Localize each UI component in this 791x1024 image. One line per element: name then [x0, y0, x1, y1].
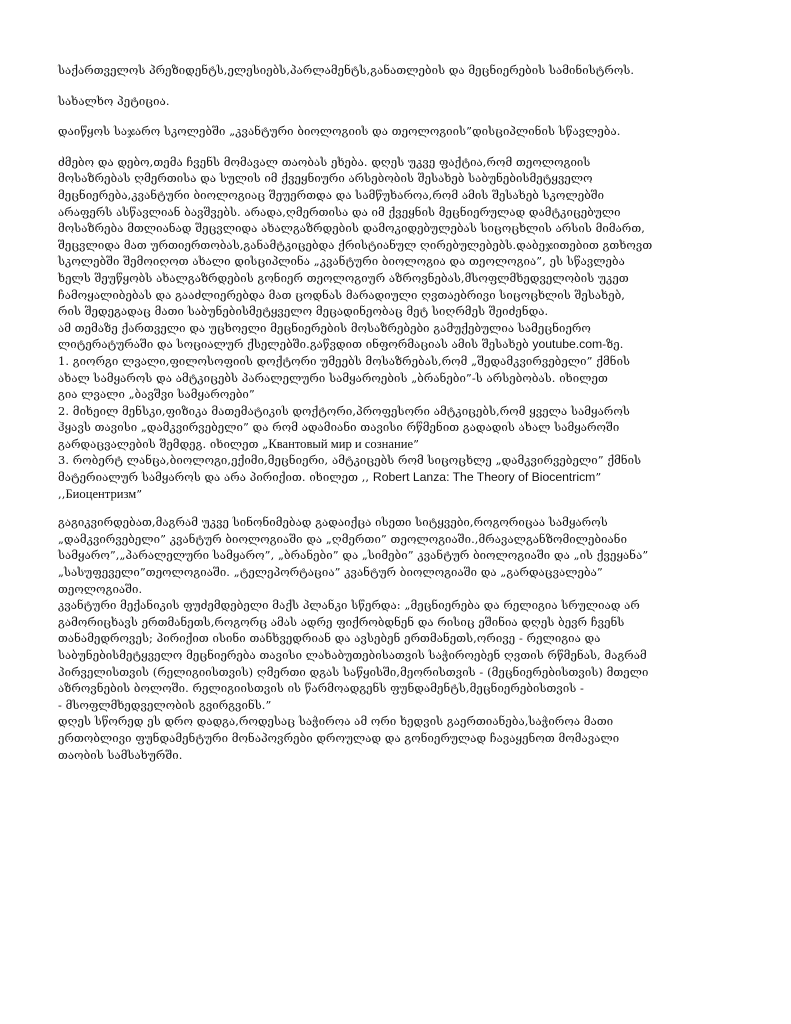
- text-line: ძმებო და დებო,თემა ჩვენს მომავალ თაობას ეხება. დღეს უკვე ფაქტია,რომ თეოლოგიის: [58, 154, 591, 169]
- text-line: თანამედროვეს; პირიქით ისინი თანხვედრიან და ავსებენ ერთმანეთს,ორივე - რელიგია და: [58, 631, 601, 646]
- addressee-line: [58, 62, 758, 79]
- video-title-english: Robert Lanza: The Theory of Biocentricm: [372, 470, 596, 485]
- text-fragment: ”: [413, 436, 419, 451]
- text-line: ახალ სამყაროს და ამტკიცებს პარალელური სამყაროების „ბრანები”-ს არსებობას. იხილეთ: [58, 370, 608, 385]
- source-item-1: 1. გიორგი ლვალი,ფილოსოფიის დოქტორი უმეებს მოსაზრებას,რომ „შედამკვირვებელი” ქმნის: [58, 353, 631, 368]
- text-line: საბუნებისმეტყველო მეცნიერება თავისი ლახაბუთებისათვის საჭიროებენ ღვთის რწმენას, მაგრამ: [58, 648, 647, 662]
- paragraph-intro: [58, 154, 758, 320]
- text-line: არაფერს ასწავლიან ბავშვებს. არადა,ღმერთისა და იმ ქვეყნის მეცნიერულად დამტკიცებული: [58, 204, 621, 219]
- text-line: - მსოფლმხედველობის გვირგვინს.”: [58, 697, 272, 712]
- text-line: კვანტური მექანიკის ფუძემდებელი მაქს პლანკი სწერდა: „მეცნიერება და რელიგია სრულიად არ: [58, 598, 640, 613]
- text-line: [58, 436, 758, 453]
- youtube-link-text: youtube.com: [532, 337, 603, 352]
- text-line: ხელს შეუწყობს ახალგაზრდების გონიერ თეოლოგიურ აზროვნებას,მსოფლმხედველობის უკეთ: [58, 270, 629, 285]
- text-fragment: გარდაცვალების შემდეგ. იხილეთ „: [58, 436, 269, 451]
- text-fragment: -ზე.: [602, 337, 624, 352]
- source-item-2: 2. მიხეილ მენსკი,ფიზიკა მათემატიკის დოქტორი,პროფესორი ამტკიცებს,რომ ყველა სამყაროს: [58, 403, 630, 418]
- text-line: ჩამოყალიბებას და გააძლიერებდა მათ ცოდნას მარადიული ღვთაებრივი სიცოცხლის შესახებ,: [58, 287, 626, 302]
- text-line: ჰყავს თავისი „დამკვირვებელი” და რომ ადამიანი თავისი რწმენით გადადის ახალ სამყაროში: [58, 420, 620, 435]
- video-title-biocentrism: Биоцентризм: [65, 486, 137, 501]
- text-line: თეოლოგიაში.: [58, 581, 143, 596]
- petition-label: [58, 93, 758, 110]
- petition-label-text: სახალხო პეტიცია.: [58, 93, 170, 108]
- text-fragment: ”: [136, 486, 143, 501]
- text-line: პირველისთვის (რელიგიისთვის) ღმერთი დგას საწყისში,მეორისთვის - (მეცნიერებისთვის) მთელი: [58, 664, 649, 679]
- paragraph-synonyms: [58, 514, 758, 597]
- text-line: „სასუფეველი”თეოლოგიაში. „ტელეპორტაცია” კვანტურ ბიოლოგიაში და „გარდაცვალება”: [58, 565, 603, 580]
- text-line: დღეს სწორედ ეს დრო დადგა,როდესაც საჭიროა ამ ორი ხედვის გაერთიანება,საჭიროა მათი: [58, 714, 614, 729]
- text-fragment: ლიტერატურაში და სოციალურ ქსელებში.გაწვდით ინფორმაციას ამის შესახებ: [58, 337, 533, 352]
- text-line: თაობის სამსახურში.: [58, 747, 183, 762]
- source-item-3: 3. რობერტ ლანცა,ბიოლოგი,ექიმი,მეცნიერი, ამტკიცებს რომ სიცოცხლე „დამკვირვებელი” ქმნის: [58, 453, 642, 468]
- petition-document: [58, 62, 758, 763]
- text-line: ამ თემაზე ქართველი და უცხოელი მეცნიერების მოსაზრებები გამუქებულია სამეცნიერო: [58, 320, 591, 335]
- text-line: მოსაზრება მთლიანად შეცვლიდა ახალგაზრდების დამოკიდებულებას სიცოცხლის არსის მიმართ,: [58, 221, 645, 236]
- text-line: სკოლებში შემოიღოთ ახალი დისციპლინა „კვანტური ბიოლოგია და თეოლოგია”, ეს სწავლება: [58, 254, 625, 269]
- text-line: გამორიცხავს ერთმანეთს,როგორც ამას ადრე ფიქრობდნენ და რისიც ეშინია დღეს ბევრ ჩვენს: [58, 614, 625, 629]
- text-line: რის შედეგადაც მათი საბუნებისმეტყველო მეცადინეობაც მეტ სიღრმეს შეიძენდა.: [58, 304, 549, 319]
- text-line: აზროვნების ბოლოში. რელიგიისთვის ის წარმოადგენს ფუნდამენტს,მეცნიერებისთვის -: [58, 681, 584, 696]
- text-line: სამყარო”,„პარალელური სამყარო”, „ბრანები” და „სიმები” კვანტურ ბიოლოგიაში და „ის ქვეყანა”: [58, 548, 649, 563]
- text-fragment: ”: [595, 470, 602, 485]
- addressee-text: საქართველოს პრეზიდენტს,ელესიებს,პარლამენტს,განათლების და მეცნიერების სამინისტროს.: [58, 63, 635, 77]
- text-line: ერთობლივი ფუნდამენტური მონაპოვრები დროულად და გონიერულად ჩავაყენოთ მომავალი: [58, 730, 620, 745]
- text-line: [58, 486, 758, 503]
- text-line: [58, 336, 758, 353]
- petition-subject: [58, 123, 758, 140]
- text-fragment: ,,: [58, 486, 66, 501]
- petition-subject-text: დაიწყოს საჯარო სკოლებში „კვანტური ბიოლოგიის და თეოლოგიის”დისციპლინის სწავლება.: [58, 124, 621, 139]
- paragraph-conclusion: [58, 713, 758, 763]
- paragraph-planck-quote: [58, 597, 758, 713]
- text-line: გაგიკვირდებათ,მაგრამ უკვე სინონიმებად გადაიქცა ისეთი სიტყვები,როგორიცაა სამყაროს: [58, 515, 608, 530]
- text-line: გია ლვალი „ბავშვი სამყაროები”: [58, 387, 255, 402]
- video-title-russian: Квантовый мир и сознание: [268, 436, 414, 451]
- paragraph-sources: [58, 320, 758, 503]
- text-line: [58, 469, 758, 486]
- text-line: „დამკვირვებელი” კვანტურ ბიოლოგიაში და „ღმერთი” თეოლოგიაში.,მრავალგანზომილებიანი: [58, 531, 628, 546]
- text-line: შეცვლიდა მათ ურთიერთობას,განამტკიცებდა ქრისტიანულ ღირებულებებს.დაბეჯითებით გთხოვთ: [58, 237, 653, 252]
- text-line: მეცნიერება,კვანტური ბიოლოგიაც შეუერთდა და სამწუხაროა,რომ ამის შესახებ სკოლებში: [58, 187, 605, 202]
- text-fragment: მატერიალურ სამყაროს და არა პირიქით. იხილეთ ,,: [58, 470, 373, 485]
- text-line: მოსაზრებას ღმერთისა და სულის იმ ქვეყნიური არსებობის შესახებ საბუნებისმეტყველო: [58, 171, 593, 186]
